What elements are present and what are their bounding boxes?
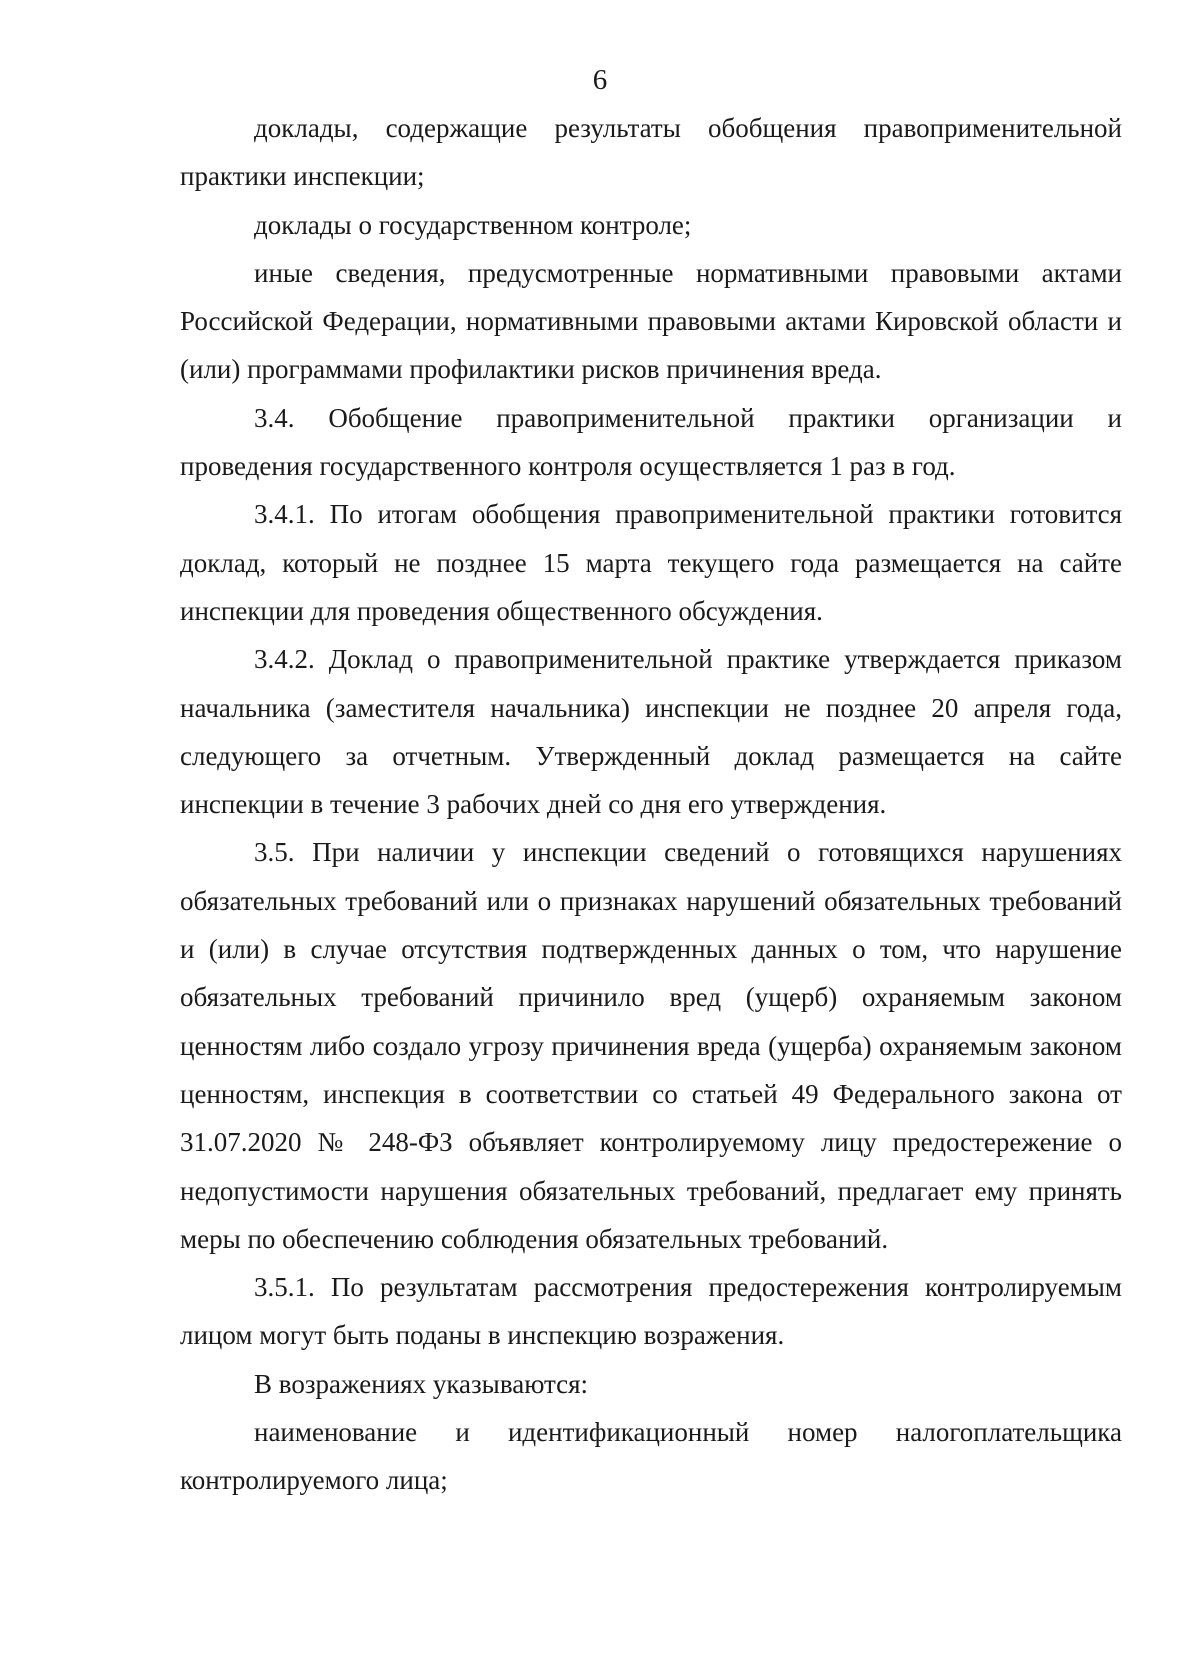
paragraph-3-5-1: 3.5.1. По результатам рассмотрения предостережения контролируемым лицом могут быть поданы в инспекцию возражения. xyxy=(180,1272,1122,1351)
paragraph-reports-state-control: доклады о государственном контроле; xyxy=(254,209,692,240)
document-body xyxy=(180,104,1122,1505)
page-number: 6 xyxy=(592,64,608,96)
paragraph-objections-intro: В возражениях указываются: xyxy=(254,1368,589,1399)
paragraph-3-4: 3.4. Обобщение правоприменительной практики организации и проведения государственного контроля осуществляется 1 раз в год. xyxy=(180,402,1122,482)
paragraph-other-information: иные сведения, предусмотренные нормативными правовыми актами Российской Федерации, нормативными правовыми актами Кировской области и (или) программами профилактики рисков причинения вреда. xyxy=(180,257,1122,385)
paragraph-reports-generalization: доклады, содержащие результаты обобщения правоприменительной практики инспекции; xyxy=(180,113,1122,192)
paragraph-3-5: 3.5. При наличии у инспекции сведений о готовящихся нарушениях обязательных требований или о признаках нарушений обязательных требований и (или) в случае отсутствия подтвержденных данных о том, что нарушение обязательных требований причинило вред (ущерб) охраняемым законом ценностям либо создало угрозу причинения вреда (ущерба) охраняемым законом ценностям, инспекция в соответствии со статьей 49 Федерального закона от 31.07.2020 № 248-ФЗ объявляет контролируемому лицу предостережение о недопустимости нарушения обязательных требований, предлагает ему принять меры по обеспечению соблюдения обязательных требований. xyxy=(180,837,1122,1254)
paragraph-3-4-2: 3.4.2. Доклад о правоприменительной практике утверждается приказом начальника (заместителя начальника) инспекции не позднее 20 апреля года, следующего за отчетным. Утвержденный доклад размещается на сайте инспекции в течение 3 рабочих дней со дня его утверждения. xyxy=(180,644,1122,820)
paragraph-3-4-1: 3.4.1. По итогам обобщения правоприменительной практики готовится доклад, который не позднее 15 марта текущего года размещается на сайте инспекции для проведения общественного обсуждения. xyxy=(180,499,1122,626)
paragraph-taxpayer-name: наименование и идентификационный номер налогоплательщика контролируемого лица; xyxy=(180,1417,1122,1496)
